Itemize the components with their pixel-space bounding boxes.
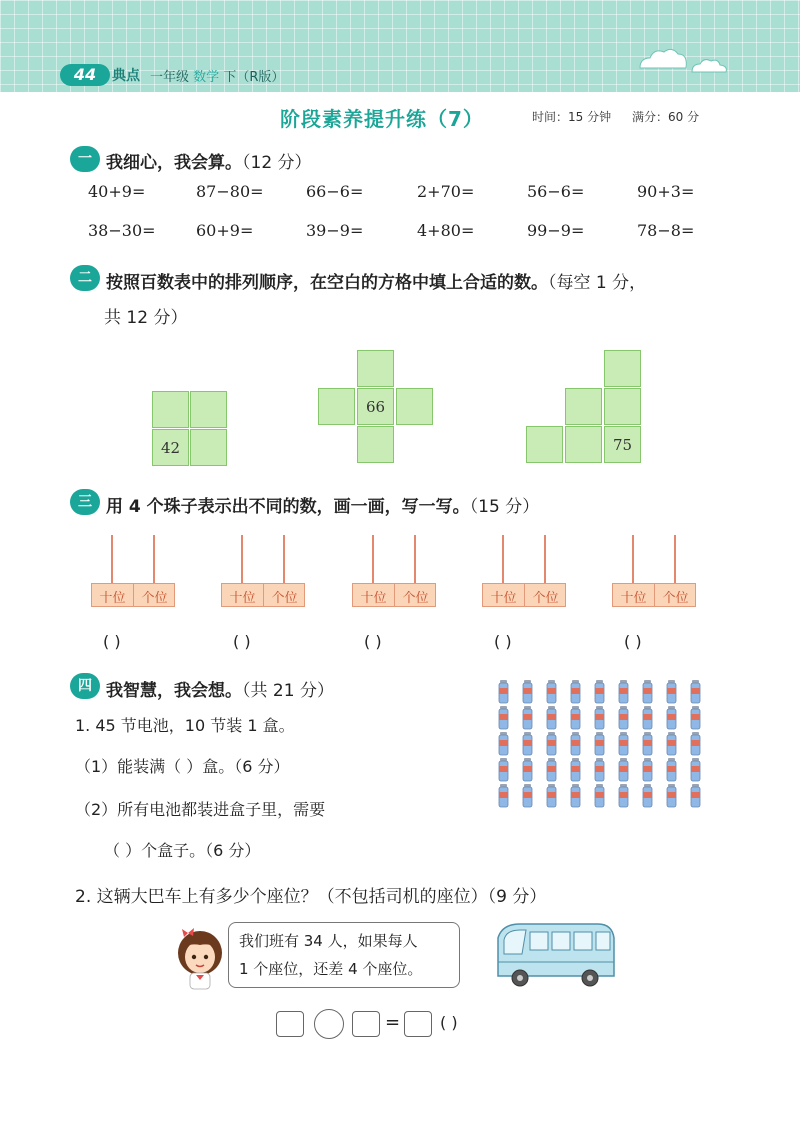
equation-box-2[interactable] [352,1011,380,1037]
answer-blank-3[interactable]: ( ) [364,632,382,651]
grid-cell-blank[interactable] [152,391,189,428]
unit-blank[interactable]: ( ) [440,1013,458,1032]
speech-line-1: 我们班有 34 人，如果每人 [239,932,418,950]
operator-circle[interactable] [314,1009,344,1039]
place-value-box [482,583,566,607]
calc-1-5: 56−6= [527,182,585,201]
question-1-part-b-blank[interactable]: （ ）个盒子。（6 分） [104,841,261,860]
speech-line-2: 1 个座位，还差 4 个座位。 [239,960,423,978]
abacus-5[interactable] [612,535,696,635]
grid-cell-blank[interactable] [604,388,641,425]
tens-rod[interactable] [111,535,113,583]
grid-cell-given: 66 [357,388,394,425]
equation-box-1[interactable] [276,1011,304,1037]
calc-1-6: 90+3= [637,182,695,201]
section-4-title [106,676,334,701]
grid-cell-blank[interactable] [396,388,433,425]
ones-rod[interactable] [674,535,676,583]
ones-rod[interactable] [544,535,546,583]
bus-illustration-icon [490,918,616,990]
book-grade: 一年级 [150,70,190,85]
calc-2-4: 4+80= [417,221,475,240]
grid-cell-blank[interactable] [565,426,602,463]
grid-cell-blank[interactable] [318,388,355,425]
section-1-title [106,148,312,173]
abacus-3[interactable] [352,535,436,635]
section-3-title-text: 用 4 个珠子表示出不同的数，画一画，写一写。 [106,497,470,517]
book-term: 下（R版） [223,70,285,85]
section-4-title-text: 我智慧，我会想。 [106,681,242,701]
brand-logo-icon [112,64,148,84]
place-value-box [352,583,436,607]
tens-label: 十位 [360,591,387,606]
section-2-badge: 二 [70,265,100,291]
time-limit: 时间：15 分钟 [532,110,612,124]
abacus-1[interactable] [91,535,175,635]
equation-box-result[interactable] [404,1011,432,1037]
section-2-title [106,268,646,293]
section-4-badge: 四 [70,673,100,699]
tens-label: 十位 [620,591,647,606]
calc-1-4: 2+70= [417,182,475,201]
book-title [150,66,284,85]
tens-rod[interactable] [241,535,243,583]
girl-avatar-icon [170,925,230,991]
ones-label: 个位 [271,591,298,606]
page-title: 阶段素养提升练（7） [280,107,484,131]
svg-text:典点: 典点 [112,68,140,84]
section-1-badge: 一 [70,146,100,172]
ones-rod[interactable] [414,535,416,583]
tens-rod[interactable] [632,535,634,583]
ones-rod[interactable] [153,535,155,583]
calc-2-6: 78−8= [637,221,695,240]
place-value-box [91,583,175,607]
answer-blank-4[interactable]: ( ) [494,632,512,651]
tens-rod[interactable] [502,535,504,583]
equals-sign: = [385,1012,401,1033]
calc-2-2: 60+9= [196,221,254,240]
calc-2-1: 38−30= [88,221,156,240]
calc-1-2: 87−80= [196,182,264,201]
tens-rod[interactable] [372,535,374,583]
section-2-score-line2: 共 12 分） [104,308,188,328]
cloud-decoration-icon [630,38,740,78]
tens-label: 十位 [99,591,126,606]
brand-logo [112,64,148,88]
calc-1-3: 66−6= [306,182,364,201]
calc-2-3: 39−9= [306,221,364,240]
section-3-score: （15 分） [469,497,540,517]
question-1-part-a[interactable]: （1）能装满（ ）盒。（6 分） [75,757,290,776]
question-1: 1. 45 节电池，10 节装 1 盒。 [75,716,295,735]
grid-cell-blank[interactable] [190,429,227,466]
question-1-part-b: （2）所有电池都装进盒子里，需要 [75,800,326,819]
grid-cell-given: 75 [604,426,641,463]
grid-cell-blank[interactable] [526,426,563,463]
number-grid-2 [318,350,435,465]
number-grid-3 [526,350,643,465]
section-3-title [106,492,539,517]
section-1-title-text: 我细心，我会算。 [106,153,242,173]
calc-1-1: 40+9= [88,182,146,201]
section-3-badge: 三 [70,489,100,515]
grid-cell-blank[interactable] [565,388,602,425]
answer-blank-2[interactable]: ( ) [233,632,251,651]
answer-blank-5[interactable]: ( ) [624,632,642,651]
grid-cell-blank[interactable] [357,350,394,387]
ones-rod[interactable] [283,535,285,583]
grid-cell-blank[interactable] [190,391,227,428]
book-subject: 数学 [193,70,220,85]
grid-cell-blank[interactable] [604,350,641,387]
speech-bubble [228,922,460,988]
abacus-4[interactable] [482,535,566,635]
place-value-box [612,583,696,607]
tens-label: 十位 [490,591,517,606]
page-number-badge: 44 [60,64,110,86]
question-2: 2. 这辆大巴车上有多少个座位？（不包括司机的座位）（9 分） [75,887,547,907]
place-value-box [221,583,305,607]
batteries-illustration-icon [494,678,706,810]
section-2-title-text: 按照百数表中的排列顺序，在空白的方格中填上合适的数。 [106,273,548,293]
full-score: 满分：60 分 [632,110,700,124]
section-2-score-part1: （每空 1 分， [548,273,647,293]
tens-label: 十位 [229,591,256,606]
answer-blank-1[interactable]: ( ) [103,632,121,651]
grid-cell-given: 42 [152,429,189,466]
ones-label: 个位 [532,591,559,606]
calc-2-5: 99−9= [527,221,585,240]
ones-label: 个位 [402,591,429,606]
number-grid-1 [152,391,228,467]
section-1-score: （12 分） [242,153,312,173]
grid-cell-blank[interactable] [357,426,394,463]
ones-label: 个位 [141,591,168,606]
section-4-score: （共 21 分） [242,681,334,701]
abacus-2[interactable] [221,535,305,635]
ones-label: 个位 [662,591,689,606]
